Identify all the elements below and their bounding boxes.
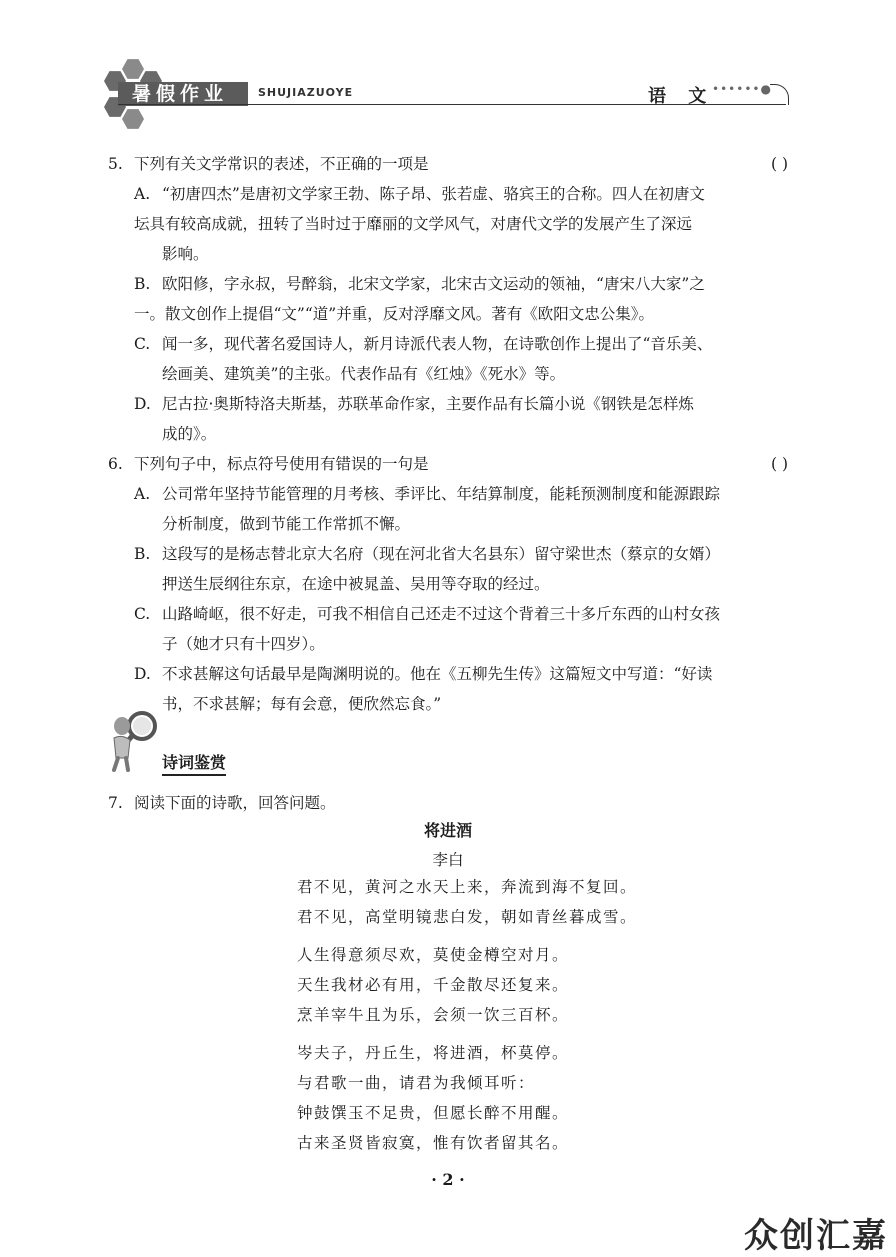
question-5 [108, 149, 788, 179]
watermark-text: 众创汇嘉 [744, 1216, 888, 1256]
option-letter: B. [134, 545, 151, 563]
option-text-line: 分析制度，做到节能工作常抓不懈。 [162, 515, 411, 533]
option-text-line: 一。散文创作上提倡“文”“道”并重，反对浮靡文风。著有《欧阳文忠公集》。 [134, 305, 654, 323]
header-rule-curve [770, 84, 789, 105]
option-text-line: 书，不求甚解；每有会意，便欣然忘食。” [162, 695, 442, 713]
option-text-line: 影响。 [162, 245, 209, 263]
answer-blank: ( ) [770, 155, 788, 173]
option-text-line: 不求甚解这句话最早是陶渊明说的。他在《五柳先生传》这篇短文中写道：“好读 [162, 665, 713, 683]
page-number: · 2 · [431, 1170, 465, 1189]
option-letter: B. [134, 275, 151, 293]
question-number: 6. [108, 455, 123, 473]
question-5-option-d-cont [134, 419, 790, 449]
option-text-line: 坛具有较高成就，扭转了当时过于靡丽的文学风气，对唐代文学的发展产生了深远 [134, 215, 693, 233]
option-letter: C. [134, 605, 151, 623]
option-text-line: “初唐四杰”是唐初文学家王勃、陈子昂、张若虚、骆宾王的合称。四人在初唐文 [162, 185, 705, 203]
question-6 [108, 449, 788, 479]
poem-line: 人生得意须尽欢，莫使金樽空对月。 [297, 946, 570, 964]
question-5-option-b [134, 269, 790, 299]
poem-line: 岑夫子，丹丘生，将进酒，杯莫停。 [297, 1044, 570, 1062]
poem-line: 钟鼓馔玉不足贵，但愿长醉不用醒。 [297, 1104, 570, 1122]
option-text-line: 山路崎岖，很不好走，可我不相信自己还走不过这个背着三十多斤东西的山村女孩 [162, 605, 721, 623]
option-letter: D. [134, 665, 151, 683]
question-number: 5. [108, 155, 123, 173]
poem-author: 李白 [432, 851, 464, 869]
question-5-option-b-cont [134, 299, 790, 329]
header-rule [118, 104, 786, 105]
poem-title: 将进酒 [423, 821, 472, 840]
question-5-option-c-cont [134, 359, 790, 389]
option-text-line: 闻一多，现代著名爱国诗人，新月诗派代表人物，在诗歌创作上提出了“音乐美、 [162, 335, 713, 353]
question-5-option-d [134, 389, 790, 419]
question-stem: 下列句子中，标点符号使用有错误的一句是 [134, 455, 429, 473]
option-text-line: 子（她才只有十四岁）。 [162, 635, 325, 653]
question-5-option-a-cont2 [134, 239, 790, 269]
question-6-option-a [134, 479, 790, 509]
answer-blank: ( ) [770, 455, 788, 473]
poem-line: 天生我材必有用，千金散尽还复来。 [297, 976, 570, 994]
question-6-option-a-cont [134, 509, 790, 539]
question-7 [108, 788, 788, 818]
option-letter: A. [134, 485, 151, 503]
option-text-line: 绘画美、建筑美”的主张。代表作品有《红烛》《死水》等。 [162, 365, 566, 383]
header-dots-decoration: ••••••● [712, 82, 772, 96]
option-letter: D. [134, 395, 151, 413]
question-5-option-c [134, 329, 790, 359]
question-5-option-a-cont [134, 209, 790, 239]
question-6-option-c [134, 599, 790, 629]
option-text-line: 欧阳修，字永叔，号醉翁，北宋文学家，北宋古文运动的领袖，“唐宋八大家”之 [162, 275, 705, 293]
poem-body [297, 872, 637, 1158]
poem-line: 君不见，高堂明镜悲白发，朝如青丝暮成雪。 [297, 908, 638, 926]
option-text-line: 成的》。 [162, 425, 217, 443]
question-stem: 下列有关文学常识的表述，不正确的一项是 [134, 155, 429, 173]
header-banner-pinyin: SHUJIAZUOYE [258, 86, 354, 99]
poem-line: 与君歌一曲，请君为我倾耳听： [297, 1074, 536, 1092]
header-subject: 语 文 [648, 86, 715, 107]
question-number: 7. [108, 794, 123, 812]
page-header [0, 0, 896, 140]
header-banner-title: 暑假作业 [118, 82, 248, 106]
poem-line: 烹羊宰牛且为乐，会须一饮三百杯。 [297, 1006, 570, 1024]
question-5-option-a [134, 179, 790, 209]
section-heading-poetry [102, 708, 262, 778]
option-text-line: 公司常年坚持节能管理的月考核、季评比、年结算制度，能耗预测制度和能源跟踪 [162, 485, 721, 503]
question-stem: 阅读下面的诗歌，回答问题。 [134, 794, 336, 812]
option-letter: C. [134, 335, 151, 353]
section-title: 诗词鉴赏 [162, 750, 226, 776]
option-text-line: 尼古拉·奥斯特洛夫斯基，苏联革命作家，主要作品有长篇小说《钢铁是怎样炼 [162, 395, 694, 413]
question-6-option-b-cont [134, 569, 790, 599]
magnifier-figure-icon [102, 708, 166, 774]
question-6-option-d [134, 659, 790, 689]
question-6-option-c-cont [134, 629, 790, 659]
poem-line: 君不见，黄河之水天上来，奔流到海不复回。 [297, 878, 638, 896]
option-letter: A. [134, 185, 151, 203]
option-text-line: 这段写的是杨志替北京大名府（现在河北省大名县东）留守梁世杰（蔡京的女婿） [162, 545, 721, 563]
question-6-option-b [134, 539, 790, 569]
poem-line: 古来圣贤皆寂寞，惟有饮者留其名。 [297, 1134, 570, 1152]
option-text-line: 押送生辰纲往东京，在途中被晁盖、吴用等夺取的经过。 [162, 575, 550, 593]
